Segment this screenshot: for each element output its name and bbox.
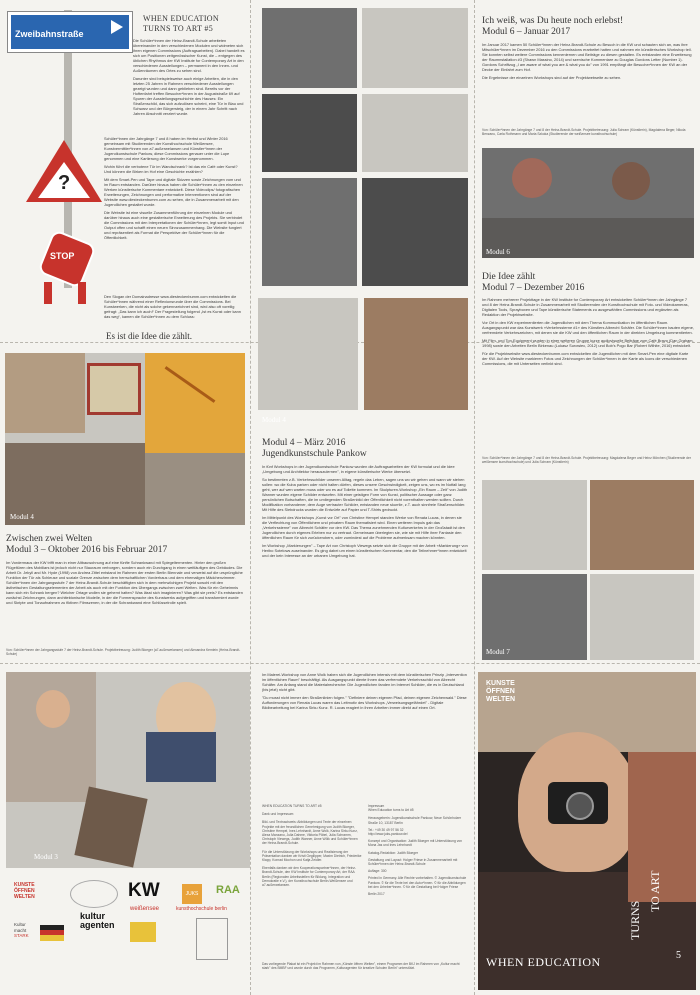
imprint-text: Herausgeberin: Jugendkunstschule Pankow, Neue Schönholzer Straße 10, 13187 Berlin: [368, 816, 462, 825]
sign-post-red: [44, 282, 52, 304]
photo-person: [262, 178, 357, 286]
imprint-text: Konzept und Organisation: Judith Bloeger mit Unterstützung von Mona Jas und Ines Lehnhardt: [368, 839, 463, 848]
flag-icon: [40, 925, 64, 941]
imprint-text: Auflage: 300: [368, 869, 387, 874]
photo-kids-sign: [590, 480, 694, 570]
kunsthochschule-logo: kunsthochschule berlin: [176, 906, 227, 912]
colophon-footer: Das vorliegende Plakat ist ein Projekt im Rahmen von „Künste öffnen Welten", einem Programm der BKJ im Rahmen von „Kultur macht stark" des BMBF und wurde durch das Programm „Kulturagenten für kreative Schulen Berlin" unterstützt.: [262, 962, 460, 971]
raa-logo: RAA: [216, 884, 240, 896]
arrow-right-icon: [111, 20, 123, 34]
module4-text: [262, 464, 468, 561]
photo-office: [362, 178, 468, 286]
cover-kunste-line: KUNSTE: [486, 680, 515, 687]
cover-panel: [478, 672, 696, 990]
module6-paragraph: Im Januar 2017 kamen 50 Schüler*innen der Heinz-Brandt-Schule zu Besuch in die KW und schauten sich an, was ihre Mitschüler*innen im Dezember 2016 zu den Commissions erarbeitet hatten und nahmen ein künstlerisches Workshop teil. Sie konnten selbst weitere Commissions kennenlernen und Beiträge zu diesen gestalten. Es entstanden eine Erweiterung der Raumnstallation #3 (Shawn Massino, 2014) und szenische Kommentare zu Douglas Gordons Letter (Number 1). Gordons Schriftzug „I am aware of what you are & what you do" von 1991 empfängt die Besucher*innen der KW an der Decke der Einfahrt zum Hof.: [482, 42, 692, 72]
colophon-text: Für die Unterstützung der Workshops und Realisierung der Präsentation danken wir Kristi Gegillpper, Maxim Dietrich, Friederike Klapp, Konrad Mochon und Katja Zeidler.: [262, 849, 362, 863]
partner-logo-icon: [130, 922, 156, 942]
modul4-photo: [5, 353, 245, 525]
kunste-logo: [14, 882, 35, 900]
intro-paragraph: Die Schüler*innen der Heinz-Brandt-Schule arbeiteten übereinander in den verschiedenen Modulen und widmeten sich ihren eigenen Commissions (Auftragsarbeiten). Dabei handelt es sich um Positionen zeitgenössischer Kunst, die – entgegen des üblichen Rhythmus der KW Institute for Contemporary Art in den verschiedenen Ausstellungen – permanent in den Innen- und Außenräumen des Ortes zu sehen sind.: [133, 38, 245, 73]
photo-building: [482, 480, 587, 570]
photo-ground-2: [145, 453, 245, 525]
module3-heading-line1: Zwischen zwei Welten: [6, 534, 93, 544]
modul6-photo: [482, 148, 694, 258]
kw-logo: KW: [128, 880, 160, 901]
sign-post-red-2: [78, 282, 86, 304]
module3-credit: Von: Schüler*innen der Jahrgangsstufe 7 der Heinz-Brandt-Schule. Projektbetreuung: Judith Bloeger (a7.außerwelansen) und Alexandra Kemlein (Heinz-Brandt-Schule): [6, 648, 241, 657]
modul5-text: [262, 672, 468, 713]
title-line-2: TURNS TO ART #5: [143, 24, 214, 33]
colophon-title: WHEN EDUCATION TURNS TO ART #5: [262, 804, 322, 808]
page-title: [143, 14, 219, 34]
modul4-photo-label: Modul 4: [262, 416, 286, 424]
modul4-photo-label: Modul 4: [10, 513, 34, 521]
module7-paragraph: Im Rahmen mehrerer Projekttage in der KW Institute for Contemporary Art entwickelten Schüler*innen der Jahrgänge 7 und 8 der Heinz-Brandt-Schule in Zusammenarbeit mit Studierenden der Kunsthochschule mit Foto- und Videokameras, Digitalen Tools, Sprayboxen und Tape künstlerische Statements zu ausgewählten Commissions und ergänzten als Redaktion der Projektwebsite.: [482, 297, 689, 317]
question-mark-icon: ?: [58, 172, 71, 194]
intro-paragraph: Die Website ist eine visuelle Zusammenführung der einzelnen Module und darüber hinaus auch eine gestalterische Erweiterung des Projekts. Sie verbindet die Commissions mit den Interpretationen der Schüler*innen, legt somit Input und Output offen und schafft einen neuen Sinnzusammenhang. Die Website fungiert und repräsentiert als Format die Perspektive der Schüler*innen für die Öffentlichkeit.: [104, 210, 244, 240]
intro-paragraph: Den Slogan der Domainadresse www.diesteckenbumm.com entwickelten die Schüler*innen während einer Reflexionsrunde über die Commissions. Bei Kunstwerken, die nicht als solche gekennzeichnet sind, wird also oft voreilig gefragt: „Das kann ich auch!“ Der Fragestellung folgend „Ist es Kunst oder kann das weg“, kamen die Schüler*innen zu dem Schluss:: [104, 294, 241, 319]
photo-head-2: [612, 162, 650, 200]
weissensee-logo: weißensee: [130, 906, 160, 912]
cover-kunste-line: WELTEN: [486, 696, 516, 703]
modul3-photo-label: Modul 3: [34, 853, 58, 861]
module7-paragraph: Vor Ort in den KW experimentierten die Jugendlichen mit dem Thema Kommunikation im öffentlichen Raum. Ausgangspunkt war das Kunstwerk «Verkehrssterne #1» des Künstlers Albrecht Schäfer. Die Schüler*innen bauten eigene, verfremdete Verkehrszeichen, mit denen sie die KW und den öffentlichen Raum in der direkten Umgebung kommentierten.: [482, 320, 694, 335]
fold-line-vertical-1: [250, 0, 251, 995]
photo-head: [512, 158, 552, 198]
imprint-subtitle: When Education turns to Art #5: [368, 808, 414, 813]
module4-heading: [262, 438, 367, 460]
fold-line-vertical-2: [474, 0, 475, 995]
imprint-title: Impressum: [368, 804, 385, 808]
cover-toart: TO ART: [648, 870, 662, 912]
module4-paragraph: Im Workshop „Markierungen" – Tape Art von Christoph Viewegs setzte sich die Gruppe mit der Arbeit «Markierung» von Heribo Sotelows auseinander. Es ging dabei um einen künstlerischen Kommentar, den die Teilnehmer*innen entwickelt und der kein Interesse an der urbanen Umgebung hat.: [262, 543, 468, 558]
cover-title: WHEN EDUCATION: [486, 955, 601, 969]
module3-heading: [6, 534, 167, 556]
intro-paragraph: Schüler*innen der Jahrgänge 7 und 8 haben im Herbst und Winter 2016 gemeinsam mit Studierenden der Kunsthochschule Weißensee, Kunstvermittler*innen von a7.außerwelansen und Künstler*innen der Jugendkunstschule Pankow, diese Commissions genauer unter die Lupe genommen und eine Kartierung der Kunstwerke vorgenommen.: [104, 136, 230, 161]
intro-paragraph: Mit dem Smart-Pen und Tape und digitale Skizzen sowie Zeichnungen vom und im Raum entstanden. Darüber hinaus haben die Schüler*innen zu den einzelnen Werken künstlerische Kommentare entwickelt. Diese Videoclips/ fotografischen Erweiterungen, Zeichnungen und performative Interventionen sind auf der Website www.diesteckenbumm.com zu sehen, die in Zusammenarbeit mit den Jugendlichen gestaltet wurde.: [104, 177, 243, 207]
intro-text: [133, 38, 245, 119]
title-line-1: WHEN EDUCATION: [143, 14, 219, 23]
module4-paragraph: So bestimmten z.B. Verkehrsschilder unseren Alltag, regeln das Leben, sagen uns wo wir gehen und wann wir stehen sollen: wo die Kuba parken oder nicht halten dürfen, dieses unsere Geschwindigkeit, zeigen uns, wo es im Notfall lang geht, wer auf wen warten muss oder wo es auf Toilette kommen. Im Skulpturen-Workshop „Ein Raum – Zeit" von Judith Wanner wurden eigene Schilder entworfen. Mit einer geistigen Form von Kunst, politischer Aussage oder ganz persönlichen Botschaften, die im umliegenden Straßenbild der Öffentlichkeit nicht vorenthalten werden sollten. Durch Modifikation vorhandener, dem Auge vertrauter Schilder, entstanden neue skurrile, z.T. auch sinnfreie Straßenschilder. Mit Hilfe des Siebdrucks wurden die Entwürfe auf Papier und T-Shirts gedruckt.: [262, 477, 468, 512]
module6-heading-line2: Modul 6 – Januar 2017: [482, 27, 571, 37]
module7-paragraph: Mit Film- und Ton-Equipment wurden in einer weiteren Gruppe kurze audiovisuelle Beiträge zum Café Bravo (Dan Graham, 1998) sowie den Arbeiten Berlin Birkenau (Lukasz Surowiec, 2012) und Bob's Pogo Bar (Robert Wilhite, 2016) entwickelt.: [482, 338, 694, 348]
module3-heading-line2: Modul 3 – Oktober 2016 bis Februar 2017: [6, 545, 168, 555]
kultur-stark-line: STARK: [14, 933, 29, 938]
camera-lens-icon: [566, 792, 594, 820]
intro-text-2: [104, 136, 245, 243]
module7-paragraph: Für die Projektwebsite www.diesteckenbumm.com entwickelten die Jugendlichen mit dem Smart-Pen eine digitale Karte der KW. Auf der Website markieren Fotos und Zeichnungen der Schüler*innen in der Karte als Icons die verschiedenen Commissions, die mit Unterseiten verlinkt sind.: [482, 351, 689, 366]
sketch-logo-icon: [196, 918, 228, 960]
imprint-text: Tel.: +49 30 49 97 56 32: [368, 827, 404, 832]
fold-line-horizontal-2: [0, 663, 700, 664]
imprint-text: Printed in Germany. Alle Rechte vorbehalten. © Jugendkunstschule Pankow. © für die Texte bei den Autor*innen. © für die Abbildungen bei den Urheber*innen. © für die Gestaltung bei Holger Friese: [368, 876, 467, 889]
photo-model: [74, 787, 147, 868]
module6-text: [482, 42, 694, 83]
intro-text-3: [104, 294, 245, 322]
photo-face: [36, 690, 70, 728]
module6-heading: [482, 16, 623, 38]
photo-frame: [87, 363, 141, 415]
imprint-text: Gestaltung und Layout: Holger Friese in Zusammenarbeit mit Schüler*innen der Heinz-Brandt-Schule: [368, 857, 458, 867]
modul5-paragraph: Im Malerei-Workshop von Anne Wolk haben sich die Jugendlichen intensiv mit dem künstlerischen Prinzip „Intervention im öffentlichen Raum" beschäftigt. Als Ausgangspunkt diente ihnen das verfremdete Verkehrsschild von Albrecht Schäfer. Am Anfang stand die Materialrecherche: Die Jugendlichen fanden im Internet Schilder, die es in Deutschland (bis jetzt) nicht gibt.: [262, 672, 467, 692]
photo-wall-sign: [590, 574, 694, 660]
module7-credit: Von: Schüler*innen der Jahrgänge 7 und 8 der Heinz-Brandt-Schule. Projektbetreuung: Magdalena Beger und Heinz Mörchen (Studierende der weißensee kunsthochschule) und Julia Schram (Künstlerin): [482, 456, 691, 465]
modul5-quote: "Du musst nicht immer den Straßenlinien folgen." "Definiere deinen eigenen Pfad, deinen eigenen Zeichenwald." Diese Aufforderungen von Renata Lucas waren das Leitmotiv des Workshops „Verweisungsgefährdet" - Digitale Bildbearbeitung bei Karina Sirku Kunz. R. Lucas reagiert in ihren Arbeiten immer direkt auf einen Ort.: [262, 695, 467, 710]
kunste-logo-line: ÖFFNEN: [14, 888, 35, 894]
cover-number: 5: [676, 950, 681, 961]
photo-shirt: [146, 732, 216, 782]
intro-paragraph: Darunter sind beispielsweise auch einige Arbeiten, die in den letzten 25 Jahren in Rahmen verschiedener Ausstellungen gezeigt wurden und dann geblieben sind. Bereits vor der Hoftenfahrt treffen Besucher*innen in der Auguststraße 69 auf Spuren der Ausstellungsgeschichte des Hauses: Ein Straßenschild, das sich aufzulösen scheint, eine Tür in Blau und Schwarz und der Bürgersteig, der in einem Jahr Schritt nach Jahren Abschnitt verziert wurde.: [133, 76, 244, 116]
imprint-text: Katalog-Redaktion: Judith Bloeger: [368, 850, 419, 855]
photo-trees: [262, 8, 357, 88]
street-sign-label: Zweibahnstraße: [15, 29, 84, 39]
module4-heading-line1: Modul 4 – März 2016: [262, 438, 346, 448]
kulturagenten-line: agenten: [80, 920, 115, 930]
photo-orange: [145, 353, 245, 453]
cover-kunste-line: ÖFFNEN: [486, 688, 515, 695]
module4-heading-line2: Jugendkunstschule Pankow: [262, 449, 367, 459]
photo-street: [258, 298, 358, 410]
kunste-logo-line: WELTEN: [14, 894, 35, 900]
module7-heading: [482, 272, 584, 294]
module7-heading-line1: Die Idee zählt: [482, 272, 536, 282]
imprint-text: Berlin 2017: [368, 892, 385, 897]
module3-paragraph: Im Vordermaus der KW trifft man in einer Altbauwohnung auf eine fünfte Schrankwand mit Spiegeltermenten. Hinter den großen Flügeltüren des Mobiliars ist jedoch nicht nur Stauraum verborgen, sondern auch ein Durchgang in einen weitläufigen des Gebäudes. Die Arbeit Dr. Jekyll and Mr. Hyde (1998) von Andrea Zittel entstand im Rahmen der ersten Berlin Biennale und verweist auf die ursprüngliche Funktion der Tür als Schleuse und soziale Grenze zwischen dem herrschaftlichen Vorderhaus und dem ehemaligen Mädchenzimmer. Schüler*innen der Jahrgangsstufe 7 der Heinz-Brandt-Schule beschäftigten sich in dem mehrwöchigen Projekt sowohl mit den ästhetischen Gestaltungselementen der Arbeit als auch mit der Funktion des Übergangs zwischen zwei Welten. Was für ein Geheimnis kann sich ein Schrank bergen? Welcher Ortage wollen sie gehemt hatten? Was lässt sich imaginieren? Was gibt sie preis? Es entstanden zunächst Zeichnungen, dann architektonische Modelle, in der die Formensprache des Kunstwerks aufgegriffen und transformiert wurde und Skripte und Tonaufnahmen zu fiktiven Filmszenen, in der die Schrankwand eine Schlüsselrolle spielt.: [6, 560, 243, 605]
imprint-text: http://www.juks-pankow.de/: [368, 832, 408, 837]
colophon-text: Ebenfalls danken wir den Kooperationspartner*innen, der Heinz-Brandt-Schule, den KW Institute for Contemporary Art, der RAA Berlin (Regionalen Arbeitsstellen für Bildung, Integration und Demokratie e.V.), der Kunsthochschule Berlin-Weißensee und a7.außerwelansen.: [262, 866, 357, 888]
stop-sign-label: STOP: [50, 251, 75, 261]
idea-heading: Es ist die Idee die zählt.: [106, 331, 192, 341]
cover-turns: TURNS: [628, 900, 642, 940]
photo-floor: [482, 218, 694, 258]
kultur-macht-stark-logo: [14, 922, 29, 939]
module6-credit: Von: Schüler*innen der Jahrgänge 7 und 8 der Heinz-Brandt-Schule. Projektbetreuung: Julia Schram (Künstlerin), Magdalena Beger, Nikola Benzanu, Carla Rothmann und Maria Szkoka (Studierende der weißensee kunsthochschule): [482, 128, 686, 137]
photo-wall: [5, 353, 85, 433]
kultur-stark-line: macht: [14, 927, 27, 933]
street-sign: [8, 12, 132, 52]
photo-bw-room: [262, 94, 357, 172]
colophon-text: Bild- und Textnachweis: Abbildungen und Texte der einzelnen Projekte mit der freundlichen Genehmigung von Judith Bloeger, Christine Hempel, Ines Lehnhardt, Anne Wolk, Karina Sirku Kunz, Alexa Manzanu, Julia Dahme, Viktoria Pöbel, Julia Schramm, Christoph Viewegs, Judith Wanner, Anne Wölk und Schüler*innen der Heinz-Brandt-Schule.: [262, 820, 358, 846]
kulturagenten-line: kultur: [80, 911, 106, 921]
kulturagenten-logo: [80, 912, 115, 930]
module6-heading-line1: Ich weiß, was Du heute noch erlebst!: [482, 16, 624, 26]
modul3-photo: [6, 672, 250, 868]
kunste-logo-line: KUNSTE: [14, 882, 35, 888]
juks-logo: JUKS: [182, 884, 202, 904]
module3-text: [6, 560, 244, 608]
photo-sign: [362, 94, 468, 172]
module4-paragraph: Im Mittelpunkt des Workshops „Kunst vor Ort" von Christine Hempel standen Werke von Renata Lucas, in denen sie die Verflechtung von Öffentlichem und privatem Raum thematisiert wird. Einen weiteren Impuls gab das „Verkehrssterne" von Albrecht Schäfer vor den KW. Das Thema zunehmenden Kulturverkehrs in der Großstadt ist den Jugendlichen durch eigenes Erleben nur zu vertraut. Gemeinsam überlegten sie, wie sie mit Hilfe ihrer Fantasie den öffentlichen Raum für sich zurückerobern, oder zumindest auf die Probleme aufmerksam machen könnten.: [262, 515, 465, 540]
colophon-right: [368, 804, 468, 896]
module7-heading-line2: Modul 7 – Dezember 2016: [482, 283, 585, 293]
bkj-logo-icon: [70, 880, 118, 908]
modul7-photo-label: Modul 7: [486, 648, 510, 656]
module6-paragraph: Die Ergebnisse der einzelnen Workshops sind auf der Projektwebseite zu sehen.: [482, 75, 622, 80]
colophon-left: [262, 804, 362, 887]
cover-kunste-logo: [486, 680, 515, 704]
kultur-stark-line: Kultur: [14, 922, 26, 927]
modul6-photo-label: Modul 6: [486, 248, 510, 256]
module7-text: [482, 297, 694, 369]
colophon-thanks: Dank und Impressum: [262, 812, 294, 817]
photo-window: [362, 8, 468, 88]
photo-sculpture: [364, 298, 468, 410]
intro-paragraph: Wohin führt die verbotene Tür im Wandschrank? Ist das ein Café oder Kunst? Und können die Birken im Hof eine Geschichte erzählen?: [104, 164, 238, 174]
module4-paragraph: In fünf Workshops in der Jugendkunstschule Pankow wurden die Auftragsarbeiten der KW formulat und die Idee „Umgebung und Architektur herauszulernen", in eigene künstlerische Werke übersetzt.: [262, 464, 455, 474]
